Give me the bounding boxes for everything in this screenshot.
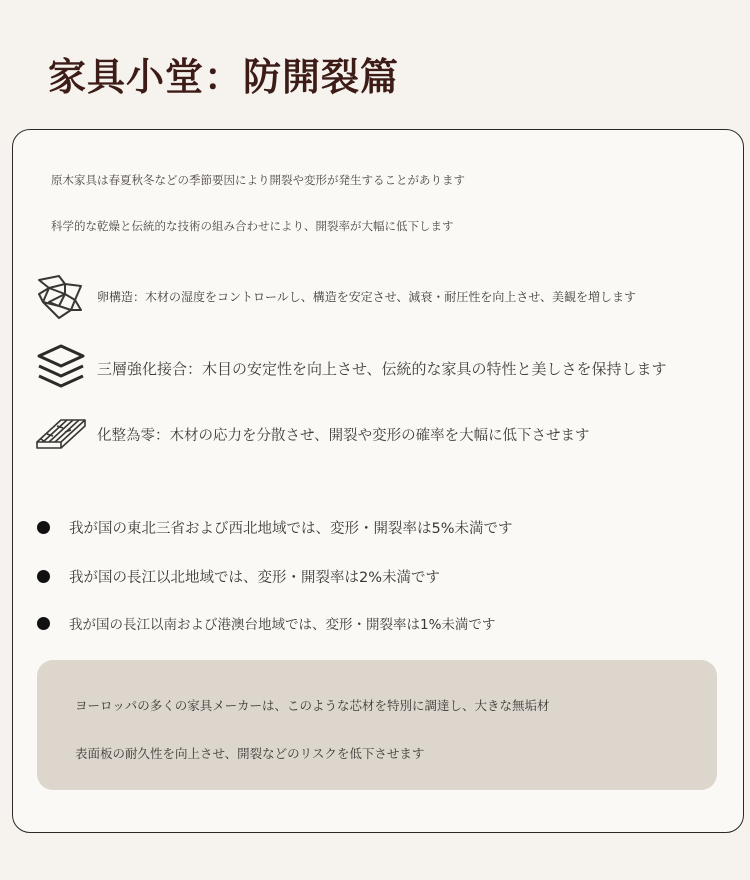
- list-item-text: 我が国の長江以南および港澳台地域では、変形・開裂率は1%未満です: [69, 617, 496, 633]
- list-item-text: 我が国の東北三省および西北地域では、変形・開裂率は5%未満です: [69, 521, 513, 537]
- interlock-joint-icon: [35, 272, 87, 322]
- page-title: 家具小堂：防開裂篇: [48, 55, 400, 99]
- feature-item: [13, 272, 733, 322]
- bullet-dot-icon: [37, 570, 50, 583]
- note-box: [37, 660, 717, 790]
- wood-planks-icon: [35, 408, 87, 458]
- intro-line: 原木家具は春夏秋冬などの季節要因により開裂や変形が発生することがあります: [51, 173, 465, 187]
- feature-item: [13, 408, 733, 458]
- bullet-dot-icon: [37, 617, 50, 630]
- stacked-layers-icon: [35, 342, 87, 392]
- feature-item: [13, 342, 733, 392]
- feature-text: 三層強化接合：木目の安定性を向上させ、伝統的な家具の特性と美しさを保持します: [97, 360, 667, 378]
- list-item: [37, 611, 727, 637]
- content-card: [12, 129, 744, 833]
- intro-line: 科学的な乾燥と伝統的な技術の組み合わせにより、開裂率が大幅に低下します: [51, 219, 454, 233]
- feature-text: 化整為零：木材の応力を分散させ、開裂や変形の確率を大幅に低下させます: [97, 428, 590, 444]
- list-item: [37, 515, 727, 541]
- note-line: ヨーロッパの多くの家具メーカーは、このような芯材を特別に調達し、大きな無垢材: [75, 698, 550, 713]
- note-line: 表面板の耐久性を向上させ、開裂などのリスクを低下させます: [75, 746, 425, 761]
- list-item-text: 我が国の長江以北地域では、変形・開裂率は2%未満です: [69, 570, 441, 586]
- feature-text: 卵構造：木材の湿度をコントロールし、構造を安定させ、減衰・耐圧性を向上させ、美観を増します: [97, 290, 637, 304]
- bullet-dot-icon: [37, 521, 50, 534]
- list-item: [37, 564, 727, 590]
